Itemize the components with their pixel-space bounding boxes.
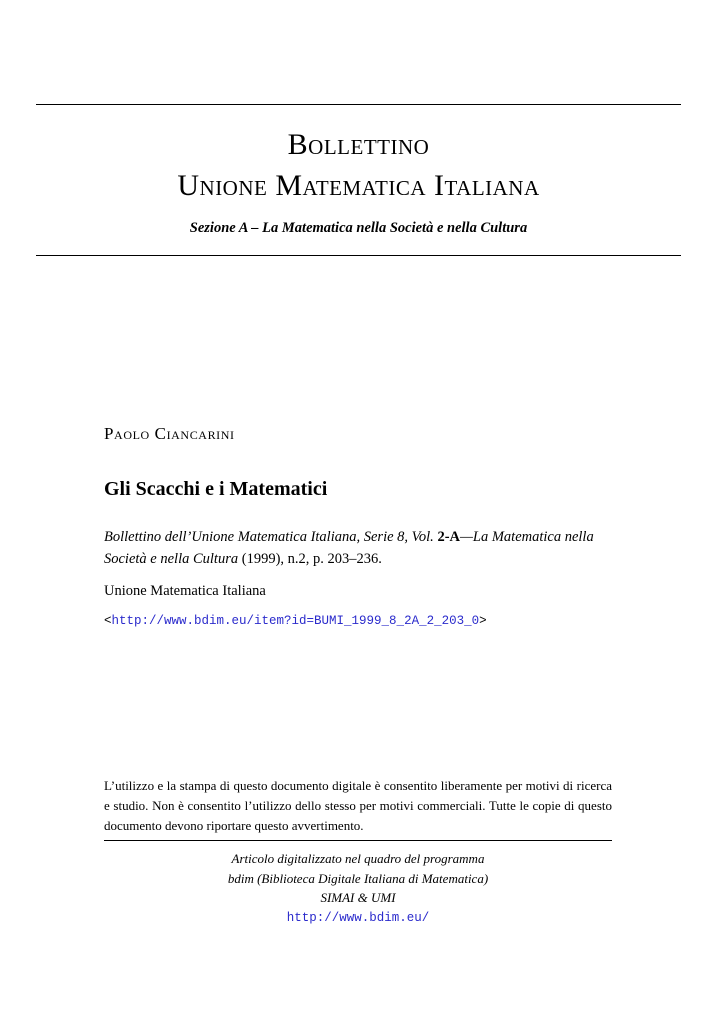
journal-title-line2: Unione Matematica Italiana xyxy=(177,168,540,202)
masthead-top-rule xyxy=(36,104,681,105)
footer-line-3: SIMAI & UMI xyxy=(320,890,396,905)
footer-line-2: bdim (Biblioteca Digitale Italiana di Matematica) xyxy=(227,870,489,886)
article-title: Gli Scacchi e i Matematici xyxy=(104,478,328,500)
article-citation xyxy=(104,527,616,571)
masthead-bottom-rule xyxy=(36,255,681,256)
url-open-bracket: < xyxy=(104,613,112,628)
article-url-line xyxy=(104,612,616,628)
journal-subtitle: Sezione A – La Matematica nella Società e nella Cultura xyxy=(189,220,528,237)
journal-masthead xyxy=(36,104,681,256)
url-close-bracket: > xyxy=(479,613,487,628)
article-info xyxy=(104,424,616,628)
footer-rule xyxy=(104,840,612,841)
citation-part1: Bollettino dell’Unione Matematica Italiana, Serie 8, Vol. xyxy=(104,529,438,545)
usage-notice: L’utilizzo e la stampa di questo documento digitale è consentito liberamente per motivi di ricerca e studio. Non è consentito l’utilizzo dello stesso per motivi commerciali. Tutte le copie di questo documento devono riportare questo avvertimento. xyxy=(104,778,612,834)
citation-volume: 2-A xyxy=(437,529,460,545)
footer-line-1: Articolo digitalizzato nel quadro del programma xyxy=(231,851,485,866)
journal-title xyxy=(36,127,681,204)
article-url-link[interactable]: http://www.bdim.eu/item?id=BUMI_1999_8_2A_2_203_0 xyxy=(111,613,480,628)
citation-part3: (1999), n.2, p. 203–236. xyxy=(238,550,382,567)
article-author: Paolo Ciancarini xyxy=(104,424,235,443)
footer-url-link[interactable]: http://www.bdim.eu/ xyxy=(286,910,430,925)
journal-title-line1: Bollettino xyxy=(287,128,430,161)
citation-part2: —La Matematica nella Società e nella Cultura xyxy=(104,529,594,567)
article-publisher: Unione Matematica Italiana xyxy=(104,582,266,599)
page-footer xyxy=(104,840,612,926)
